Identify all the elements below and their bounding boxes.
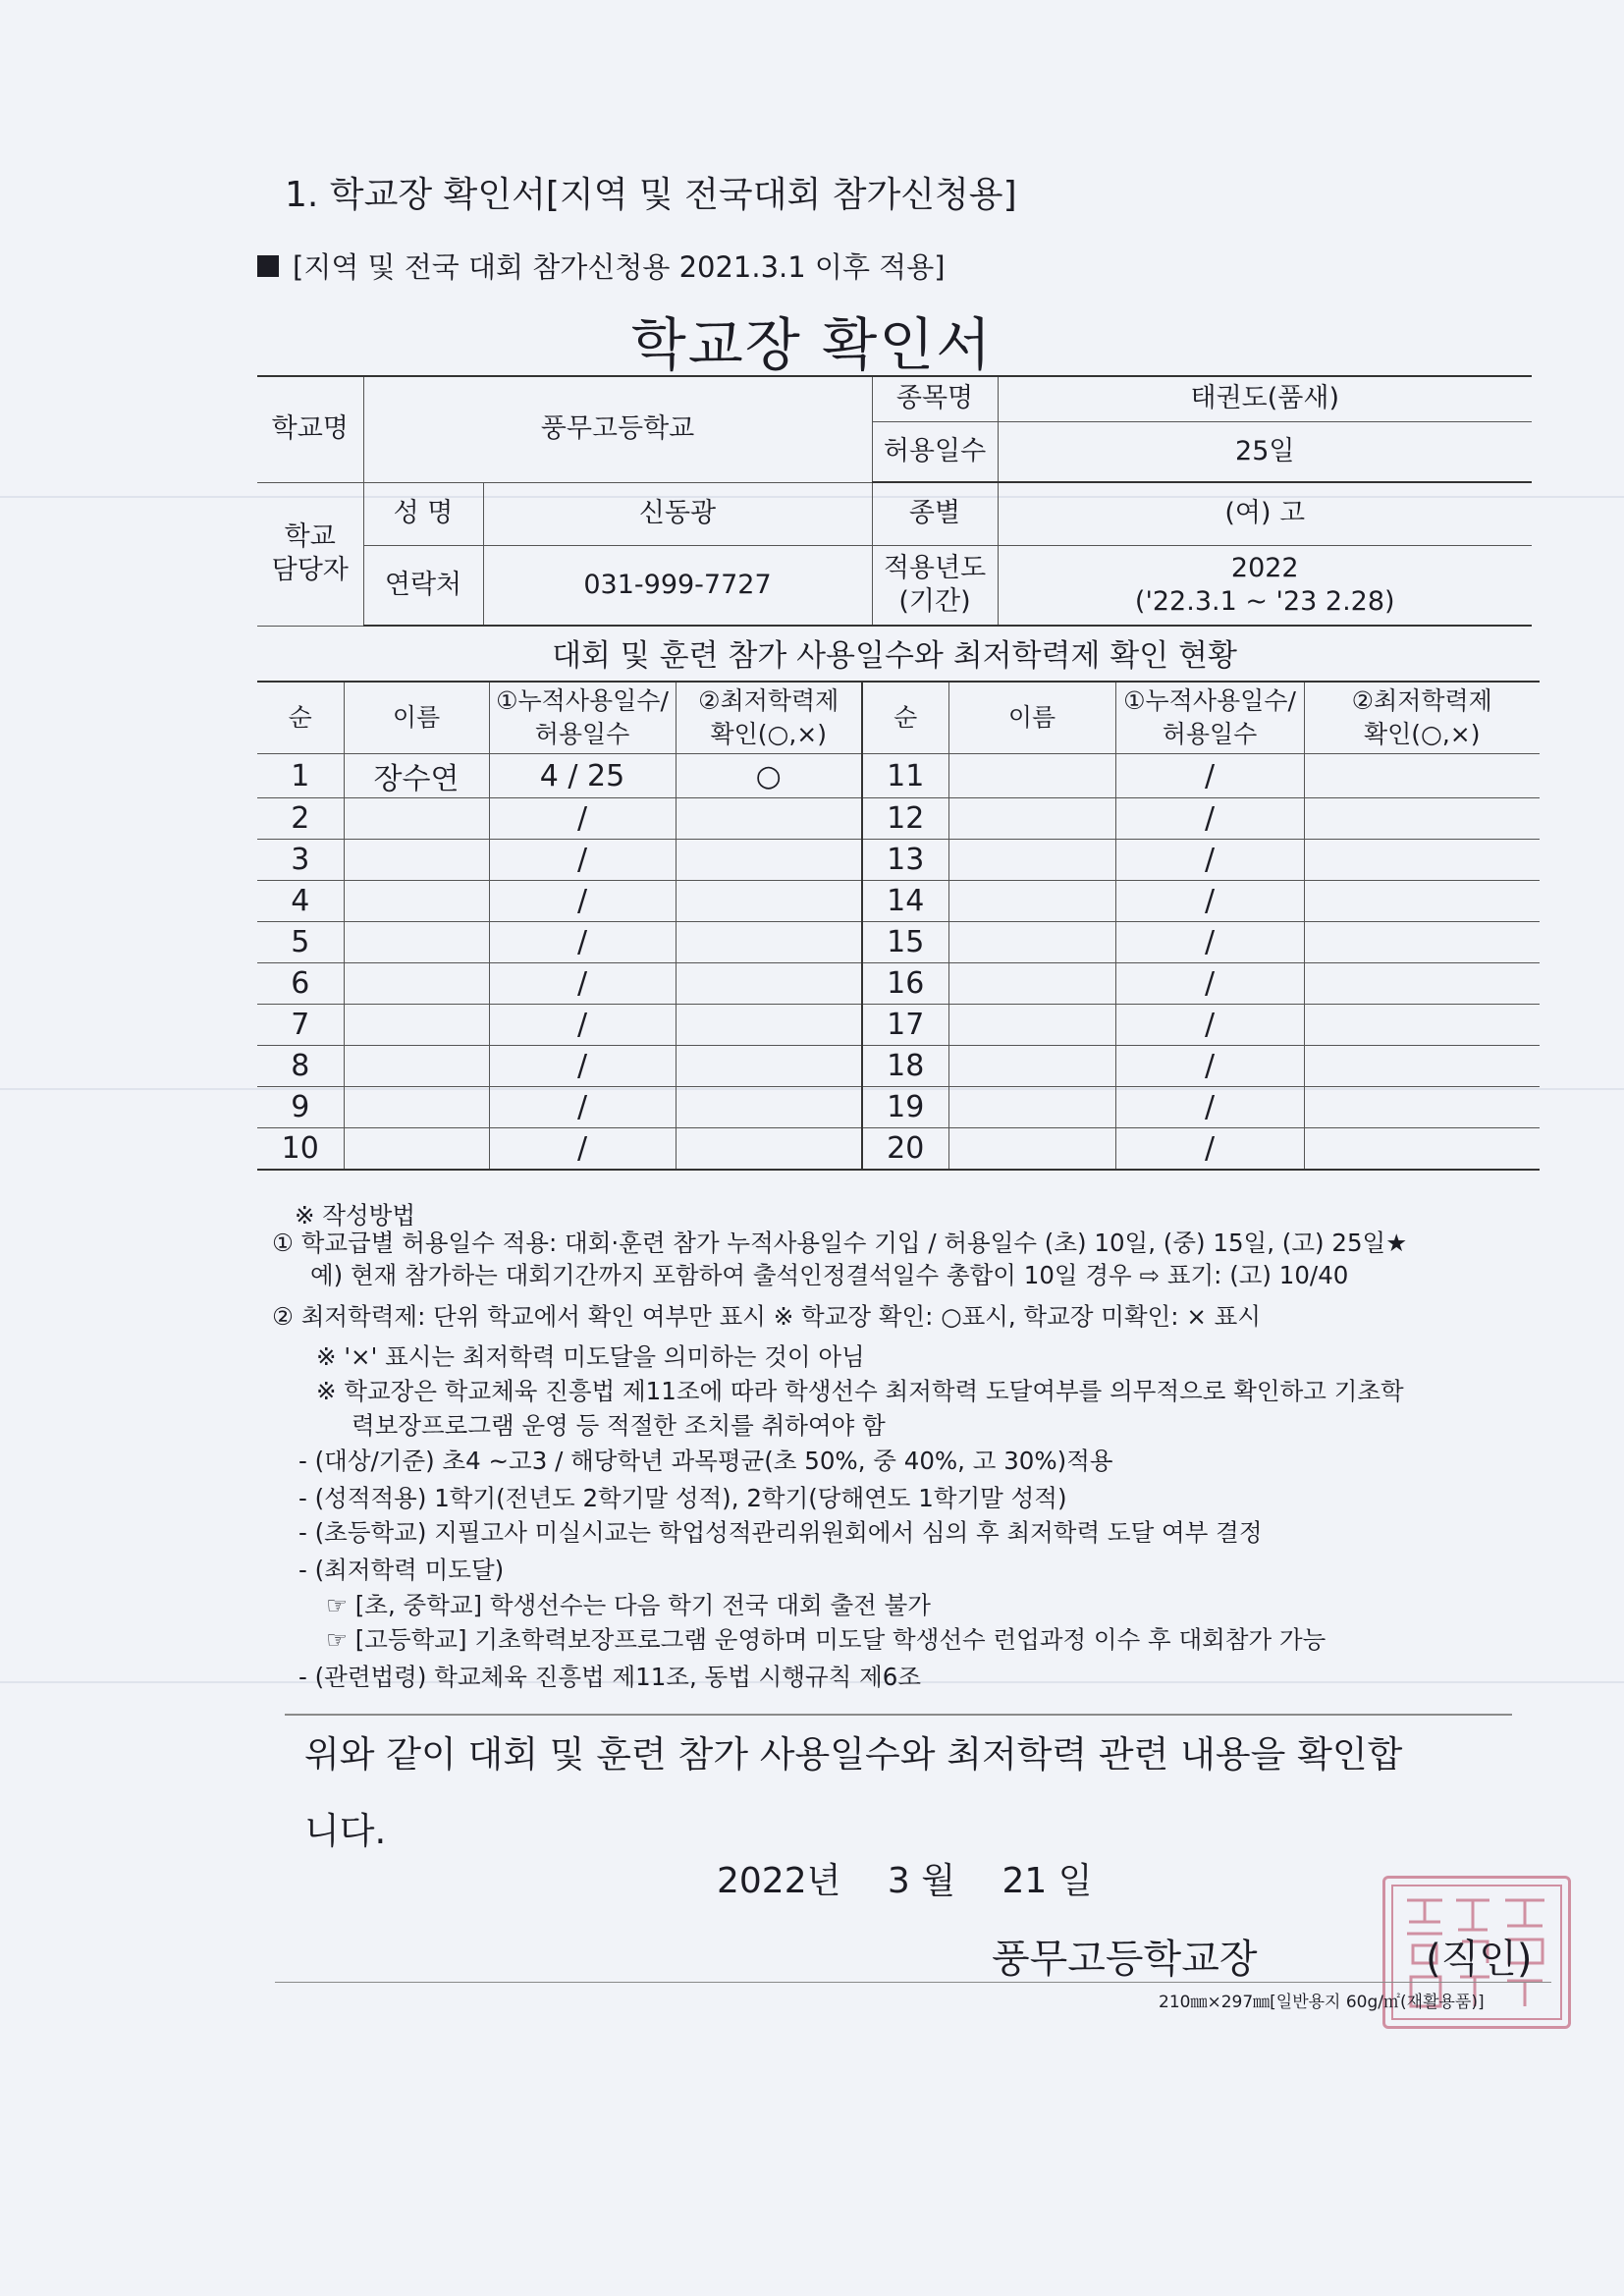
row-name [948, 798, 1115, 840]
method-line-9: - (초등학교) 지필고사 미실시교는 학업성적관리위원회에서 심의 후 최저학력 도달 여부 결정 [298, 1518, 1263, 1547]
allowed-days-label: 허용일수 [872, 421, 998, 482]
row-no: 20 [862, 1128, 948, 1171]
name-label: 성 명 [363, 482, 483, 545]
manager-label-line1: 학교 [284, 521, 336, 553]
table-row [257, 881, 1540, 922]
row-days: / [1115, 1005, 1304, 1046]
row-check: ○ [676, 754, 862, 798]
allowed-days-value: 25일 [998, 421, 1532, 482]
row-check [1304, 1087, 1540, 1128]
manager-label-line2: 담당자 [271, 555, 349, 585]
row-no: 16 [862, 963, 948, 1005]
row-name [948, 1046, 1115, 1087]
row-no: 17 [862, 1005, 948, 1046]
method-line-6: 력보장프로그램 운영 등 적절한 조치를 취하여야 함 [352, 1411, 886, 1440]
row-days: / [489, 798, 676, 840]
row-no: 15 [862, 922, 948, 963]
table-row [257, 1005, 1540, 1046]
row-check [676, 963, 862, 1005]
subtitle-text: [지역 및 전국 대회 참가신청용 2021.3.1 이후 적용] [293, 250, 946, 284]
table-row [257, 1087, 1540, 1128]
header-days-2-line2: 허용일수 [1162, 720, 1258, 748]
method-line-10: - (최저학력 미도달) [298, 1556, 505, 1584]
method-line-1: ① 학교급별 허용일수 적용: 대회·훈련 참가 누적사용일수 기입 / 허용일수 (초) 10일, (중) 15일, (고) 25일★ [272, 1229, 1408, 1257]
row-check [1304, 840, 1540, 881]
row-name [344, 881, 489, 922]
table-row [257, 840, 1540, 881]
row-days: / [489, 963, 676, 1005]
row-no: 6 [257, 963, 344, 1005]
method-line-3: ② 최저학력제: 단위 학교에서 확인 여부만 표시 ※ 학교장 확인: ○표시, 학교장 미확인: × 표시 [272, 1302, 1261, 1331]
header-days-2 [1115, 682, 1304, 754]
row-days: / [489, 1005, 676, 1046]
header-check-line1: ②최저학력제 [698, 686, 839, 716]
row-days: / [489, 881, 676, 922]
subtitle [257, 246, 946, 286]
confirm-line-1: 위와 같이 대회 및 훈련 참가 사용일수와 최저학력 관련 내용을 확인합 [304, 1733, 1403, 1776]
table-row [257, 1128, 1540, 1171]
row-days: / [489, 1046, 676, 1087]
confirm-top-rule [285, 1714, 1512, 1716]
row-days: / [489, 1128, 676, 1171]
row-check [1304, 798, 1540, 840]
row-no: 8 [257, 1046, 344, 1087]
row-name [948, 881, 1115, 922]
row-check [676, 798, 862, 840]
header-no-2: 순 [862, 682, 948, 754]
row-check [1304, 1005, 1540, 1046]
row-name [344, 1046, 489, 1087]
row-check [1304, 754, 1540, 798]
row-check [1304, 963, 1540, 1005]
table-row [257, 1046, 1540, 1087]
header-check-line2: 확인(○,×) [710, 720, 827, 748]
date-day: 21 일 [1001, 1861, 1093, 1901]
table-row [257, 798, 1540, 840]
header-no: 순 [257, 682, 344, 754]
principal-title: 풍무고등학교장 [992, 1937, 1258, 1982]
period-value: ('22.3.1 ~ '23 2.28) [1134, 585, 1395, 617]
contact-label: 연락처 [363, 545, 483, 626]
row-days: / [1115, 881, 1304, 922]
contact-value: 031-999-7727 [483, 545, 872, 626]
method-line-11: ☞ [초, 중학교] 학생선수는 다음 학기 전국 대회 출전 불가 [326, 1591, 931, 1619]
sport-value: 태권도(품새) [998, 376, 1532, 421]
confirm-text [304, 1717, 1402, 1870]
row-check [676, 840, 862, 881]
method-line-7: - (대상/기준) 초4 ~고3 / 해당학년 과목평균(초 50%, 중 40%, 고 30%)적용 [298, 1447, 1113, 1475]
row-name [948, 963, 1115, 1005]
row-days: / [1115, 922, 1304, 963]
row-name [948, 1087, 1115, 1128]
row-no: 4 [257, 881, 344, 922]
header-check-2-line1: ②최저학력제 [1351, 686, 1492, 716]
year-label-line1: 적용년도 [883, 553, 987, 583]
name-value: 신동광 [483, 482, 872, 545]
row-days: / [489, 922, 676, 963]
row-no: 1 [257, 754, 344, 798]
header-days-line1: ①누적사용일수/ [496, 686, 669, 716]
row-check [676, 922, 862, 963]
table-row [257, 754, 1540, 798]
method-line-2: 예) 현재 참가하는 대회기간까지 포함하여 출석인정결석일수 총합이 10일 경우 ⇨ 표기: (고) 10/40 [310, 1261, 1349, 1289]
row-check [676, 1087, 862, 1128]
row-name [344, 798, 489, 840]
row-no: 10 [257, 1128, 344, 1171]
table-row [257, 963, 1540, 1005]
document-title: 학교장 확인서 [630, 311, 994, 378]
year-label-line2: (기간) [898, 585, 971, 617]
bottom-rule [275, 1982, 1551, 1983]
row-name [344, 840, 489, 881]
row-no: 19 [862, 1087, 948, 1128]
header-name: 이름 [344, 682, 489, 754]
sport-label: 종목명 [872, 376, 998, 421]
header-check [676, 682, 862, 754]
row-name [344, 1005, 489, 1046]
row-name [948, 840, 1115, 881]
status-table [257, 681, 1540, 1171]
year-value: 2022 [1230, 553, 1299, 583]
header-days [489, 682, 676, 754]
row-check [676, 1128, 862, 1171]
manager-label [257, 482, 363, 626]
row-check [1304, 1128, 1540, 1171]
row-check [676, 881, 862, 922]
row-no: 7 [257, 1005, 344, 1046]
method-line-8: - (성적적용) 1학기(전년도 2학기말 성적), 2학기(당해연도 1학기말 성적) [298, 1484, 1067, 1512]
row-name [344, 1128, 489, 1171]
method-line-13: - (관련법령) 학교체육 진흥법 제11조, 동법 시행규칙 제6조 [298, 1663, 922, 1691]
square-bullet-icon [257, 255, 279, 277]
method-heading: ※ 작성방법 [295, 1201, 415, 1230]
row-check [1304, 1046, 1540, 1087]
row-name [948, 1005, 1115, 1046]
row-days: / [1115, 798, 1304, 840]
gender-label: 종별 [872, 482, 998, 545]
row-name [344, 963, 489, 1005]
row-no: 18 [862, 1046, 948, 1087]
row-no: 14 [862, 881, 948, 922]
row-name [948, 1128, 1115, 1171]
school-label: 학교명 [257, 376, 363, 482]
stamp-label: (직인) [1426, 1937, 1533, 1982]
status-title: 대회 및 훈련 참가 사용일수와 최저학력제 확인 현황 [552, 638, 1237, 674]
row-days: / [1115, 1128, 1304, 1171]
row-days: / [1115, 1087, 1304, 1128]
row-no: 5 [257, 922, 344, 963]
info-table [257, 375, 1532, 627]
year-value-cell [998, 545, 1532, 626]
row-name [344, 1087, 489, 1128]
row-days: / [1115, 963, 1304, 1005]
row-no: 9 [257, 1087, 344, 1128]
row-no: 3 [257, 840, 344, 881]
school-value: 풍무고등학교 [363, 376, 872, 482]
row-days: 4 / 25 [489, 754, 676, 798]
header-days-line2: 허용일수 [534, 720, 630, 748]
row-days: / [1115, 840, 1304, 881]
row-days: / [1115, 754, 1304, 798]
row-days: / [1115, 1046, 1304, 1087]
row-days: / [489, 840, 676, 881]
row-check [676, 1005, 862, 1046]
row-no: 2 [257, 798, 344, 840]
row-no: 12 [862, 798, 948, 840]
row-name [344, 922, 489, 963]
method-line-4: ※ '×' 표시는 최저학력 미도달을 의미하는 것이 아님 [316, 1342, 865, 1371]
row-name [948, 754, 1115, 798]
row-name [948, 922, 1115, 963]
table-row [257, 922, 1540, 963]
section-title: 1. 학교장 확인서[지역 및 전국대회 참가신청용] [285, 175, 1017, 215]
row-name: 장수연 [344, 754, 489, 798]
year-label [872, 545, 998, 626]
row-days: / [489, 1087, 676, 1128]
header-check-2 [1304, 682, 1540, 754]
issue-date [717, 1853, 1127, 1903]
header-name-2: 이름 [948, 682, 1115, 754]
method-line-5: ※ 학교장은 학교체육 진흥법 제11조에 따라 학생선수 최저학력 도달여부를 의무적으로 확인하고 기초학 [316, 1377, 1404, 1405]
row-check [676, 1046, 862, 1087]
gender-value: (여) 고 [998, 482, 1532, 545]
date-year: 2022년 [717, 1861, 841, 1901]
header-days-2-line1: ①누적사용일수/ [1123, 686, 1296, 716]
row-check [1304, 922, 1540, 963]
row-no: 11 [862, 754, 948, 798]
confirm-line-2: 니다. [304, 1810, 387, 1852]
row-check [1304, 881, 1540, 922]
method-line-12: ☞ [고등학교] 기초학력보장프로그램 운영하며 미도달 학생선수 런업과정 이수 후 대회참가 가능 [326, 1625, 1326, 1654]
date-month: 3 월 [887, 1861, 955, 1901]
header-check-2-line2: 확인(○,×) [1363, 720, 1481, 748]
row-no: 13 [862, 840, 948, 881]
paper-note: 210㎜×297㎜[일반용지 60g/㎡(재활용품)] [1159, 1993, 1485, 2012]
